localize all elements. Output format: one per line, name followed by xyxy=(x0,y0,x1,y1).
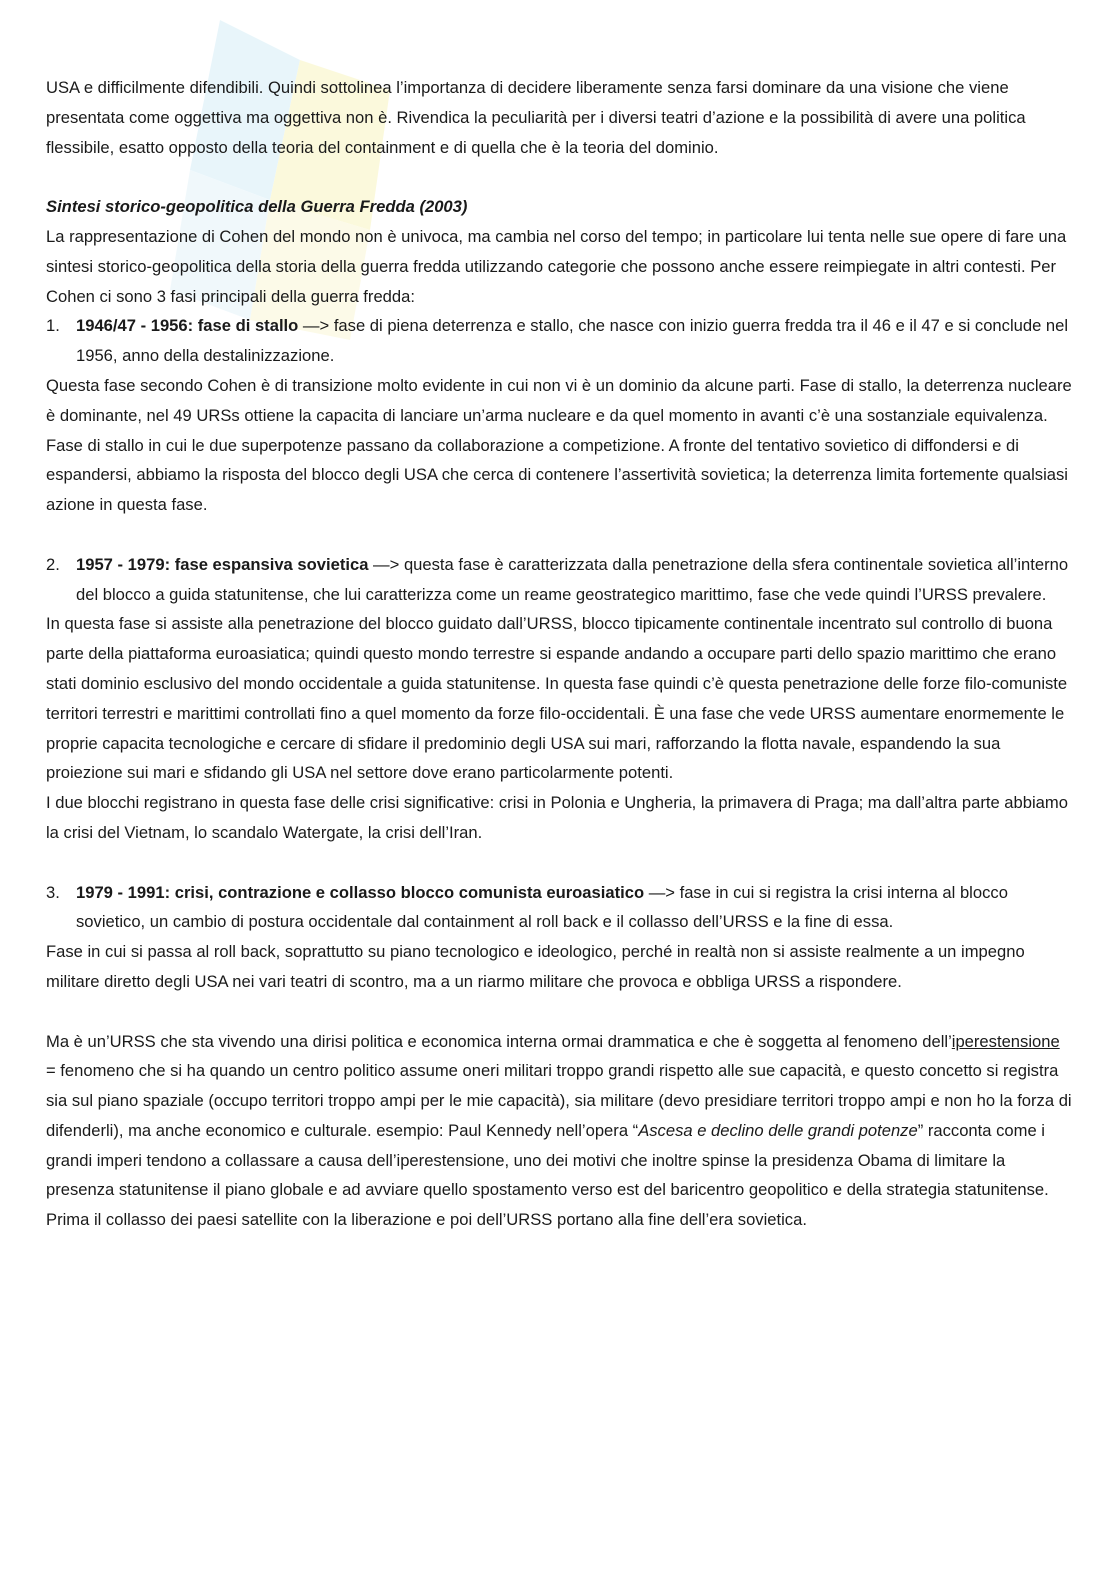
phase-number: 2. xyxy=(46,554,60,574)
iperestensione-term: iperestensione xyxy=(951,1031,1060,1051)
phase-2-paragraph-crises: I due blocchi registrano in questa fase delle crisi significative: crisi in Polonia e Ungheria, la primavera di Praga; ma dall’altra parte abbiamo la crisi del Vietnam, lo scandalo Watergate, la crisi dell’Iran. xyxy=(46,793,1068,842)
phase-description: —> fase in cui si registra la crisi interna al blocco sovietico, un cambio di postura occidentale dal containment al roll back e il collasso dell’URSS e la fine di essa. xyxy=(76,882,1008,932)
phase-heading: 1946/47 - 1956: fase di stallo xyxy=(76,316,299,336)
phase-number: 3. xyxy=(46,882,60,902)
intro-paragraph: USA e difficilmente difendibili. Quindi sottolinea l’importanza di decidere liberamente senza farsi dominare da una visione che viene presentata come oggettiva ma oggettiva non è. Rivendica la peculiarità per i diversi teatri d’azione e la possibilità di avere una politica flessibile, esatto opposto della teoria del containment e di quella che è la teoria del dominio. xyxy=(46,78,1026,157)
closing-paragraph xyxy=(46,1027,1072,1206)
final-paragraph: Prima il collasso dei paesi satellite con la liberazione e poi dell’URSS portano alla fine dell’era sovietica. xyxy=(46,1210,807,1230)
section-intro: La rappresentazione di Cohen del mondo non è univoca, ma cambia nel corso del tempo; in particolare lui tenta nelle sue opere di fare una sintesi storico-geopolitica della storia della guerra fredda utilizzando categorie che possono anche essere reimpiegate in altri contesti. Per Cohen ci sono 3 fasi principali della guerra fredda: xyxy=(46,226,1067,306)
phase-number: 1. xyxy=(46,316,60,336)
phase-item-2 xyxy=(46,550,1072,610)
closing-text-c: ” racconta come i grandi imperi tendono a collassare a causa dell’iperestensione, uno dei motivi che inoltre spinse la presidenza Obama di limitare la presenza statunitense il piano globale e ad avviare quello spostamento verso est del baricentro geopolitico e della strategia statunitense. xyxy=(46,1120,1049,1200)
phase-item-1 xyxy=(46,311,1072,371)
section-title: Sintesi storico-geopolitica della Guerra Fredda (2003) xyxy=(46,197,468,217)
phase-description: —> fase di piena deterrenza e stallo, che nasce con inizio guerra fredda tra il 46 e il 47 e si conclude nel 1956, anno della destalinizzazione. xyxy=(76,316,1069,366)
phase-2-paragraph: In questa fase si assiste alla penetrazione del blocco guidato dall’URSS, blocco tipicamente continentale incentrato sul controllo di buona parte della piattaforma euroasiatica; quindi questo mondo terrestre si espande andando a occupare parti dello spazio marittimo che erano stati dominio esclusivo del mondo occidentale a guida statunitense. In questa fase quindi c’è questa penetrazione delle forze filo-comuniste territori terrestri e marittimi controllati fino a quel momento da forze filo-occidentali. È una fase che vede URSS aumentare enormemente le proprie capacita tecnologiche e cercare di sfidare il predominio degli USA sui mari, rafforzando la flotta navale, espandendo la sua proiezione sui mari e sfidando gli USA nel settore dove erano particolarmente potenti. xyxy=(46,614,1068,783)
closing-text-b: = fenomeno che si ha quando un centro politico assume oneri militari troppo grandi rispetto alle sue capacità, e questo concetto si registra sia sul piano spaziale (occupo territori troppo ampi per le mie capacità), sia militare (devo presidiare territori troppo ampi e non ho la forza di difenderli), ma anche economico e culturale. esempio: Paul Kennedy nell’opera “ xyxy=(46,1061,1072,1140)
phase-3-paragraph: Fase in cui si passa al roll back, soprattutto su piano tecnologico e ideologico, perché in realtà non si assiste realmente a un impegno militare diretto degli USA nei vari teatri di scontro, ma a un riarmo militare che provoca e obbliga URSS a rispondere. xyxy=(46,942,1025,991)
phase-item-3 xyxy=(46,878,1072,938)
phase-description: —> questa fase è caratterizzata dalla penetrazione della sfera continentale sovietica all’interno del blocco a guida statunitense, che lui caratterizza come un reame geostrategico marittimo, fase che vede quindi l’URSS prevalere. xyxy=(76,554,1069,604)
book-title: Ascesa e declino delle grandi potenze xyxy=(638,1120,918,1140)
phase-1-paragraph: Questa fase secondo Cohen è di transizione molto evidente in cui non vi è un dominio da alcune parti. Fase di stallo, la deterrenza nucleare è dominante, nel 49 URSs ottiene la capacita di lanciare un’arma nucleare e da quel momento in avanti c’è una sostanziale equivalenza. Fase di stallo in cui le due superpotenze passano da collaborazione a competizione. A fronte del tentativo sovietico di diffondersi e di espandersi, abbiamo la risposta del blocco degli USA che cerca di contenere l’assertività sovietica; la deterrenza limita fortemente qualsiasi azione in questa fase. xyxy=(46,375,1072,515)
closing-text-a: Ma è un’URSS che sta vivendo una dirisi politica e economica interna ormai drammatica e che è soggetta al fenomeno dell’ xyxy=(46,1031,952,1051)
phase-heading: 1979 - 1991: crisi, contrazione e collasso blocco comunista euroasiatico xyxy=(76,882,645,902)
phase-heading: 1957 - 1979: fase espansiva sovietica xyxy=(76,554,369,574)
document-page xyxy=(46,73,1072,1235)
